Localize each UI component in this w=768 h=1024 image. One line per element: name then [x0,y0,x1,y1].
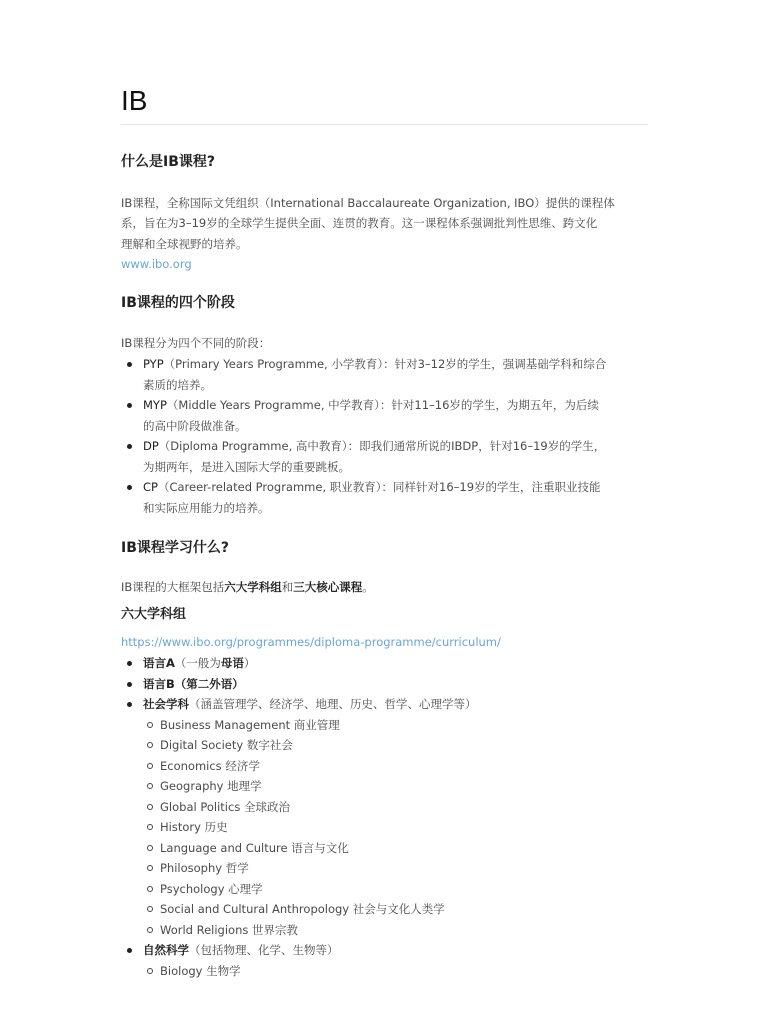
group-name: 社会学科 [143,697,189,711]
six-groups-term: 六大学科组 [224,580,282,594]
sub-list-item: Language and Culture 语言与文化 [143,838,648,859]
stages-list [121,354,648,518]
ibo-website-link[interactable]: www.ibo.org [121,256,192,271]
science-subjects-list [143,961,648,982]
sub-list-item: Philosophy 哲学 [143,858,648,879]
stage-desc-cont: 为期两年，是进入国际大学的重要跳板。 [143,459,350,474]
stage-desc: （Primary Years Programme, 小学教育）：针对3–12岁的学生，强调基础学科和综合 [163,357,607,371]
curriculum-link[interactable]: https://www.ibo.org/programmes/diploma-programme/curriculum/ [121,635,501,649]
group-note: （包括物理、化学、生物等） [189,943,339,957]
stage-desc: （Diploma Programme, 高中教育）：即我们通常所说的IBDP，针对16–19岁的学生， [158,439,606,453]
sub-list-item: World Religions 世界宗教 [143,920,648,941]
list-item [121,940,648,981]
page-title: IB [121,85,148,116]
stage-code: DP [143,439,159,453]
list-item [121,436,648,477]
sub-list-item: Global Politics 全球政治 [143,797,648,818]
sub-list-item: Geography 地理学 [143,776,648,797]
title-divider [121,124,648,125]
stage-desc-cont: 和实际应用能力的培养。 [143,500,270,515]
list-item [121,395,648,436]
sub-list-item: Business Management 商业管理 [143,715,648,736]
sub-list-item: History 历史 [143,817,648,838]
stage-code: PYP [143,357,164,371]
list-item [121,477,648,518]
list-item [121,354,648,395]
subject-groups-list [121,653,648,981]
social-subjects-list [143,715,648,941]
stage-desc-cont: 的高中阶段做准备。 [143,418,247,433]
list-item [121,674,648,695]
sub-list-item: Digital Society 数字社会 [143,735,648,756]
stage-desc: （Career-related Programme, 职业教育）：同样针对16–19岁的学生，注重职业技能 [157,480,601,494]
group-note-bold: 母语 [220,656,244,670]
group-note: ） [243,656,256,670]
framework-intro [121,577,648,597]
stages-intro: IB课程分为四个不同的阶段： [121,336,271,350]
group-note: （涵盖管理学、经济学、地理、历史、哲学、心理学等） [189,697,477,711]
paragraph-line: 系，旨在为3–19岁的全球学生提供全面、连贯的教育。这一课程体系强调批判性思维、跨文化 [121,216,598,231]
list-item [121,694,648,940]
group-name: 自然科学 [143,943,189,957]
group-name: 语言A [143,656,175,670]
section-heading-what-to-learn: IB课程学习什么? [121,540,230,556]
intro-text: 。 [362,580,374,594]
three-core-term: 三大核心课程 [293,580,363,594]
curriculum-link-line [121,632,648,652]
section-heading-four-stages: IB课程的四个阶段 [121,295,235,311]
stage-desc-cont: 素质的培养。 [143,377,212,392]
section-heading-what-is-ib: 什么是IB课程? [121,154,216,170]
sub-list-item: Psychology 心理学 [143,879,648,900]
paragraph-line: IB课程，全称国际文凭组织（International Baccalaureate Organization, IBO）提供的课程体 [121,196,615,210]
stage-code: CP [143,480,158,494]
group-note: （一般为 [174,656,221,670]
stage-code: MYP [143,398,167,412]
section-paragraph-intro [121,193,648,274]
sub-list-item: Economics 经济学 [143,756,648,777]
sub-list-item: Biology 生物学 [143,961,648,982]
intro-text: IB课程的大框架包括 [121,580,225,594]
group-name: 语言B（第二外语） [143,676,244,691]
stage-desc: （Middle Years Programme, 中学教育）：针对11–16岁的学生，为期五年，为后续 [166,398,599,412]
intro-text: 和 [281,580,294,594]
subheading-six-groups: 六大学科组 [121,607,187,622]
sub-list-item: Social and Cultural Anthropology 社会与文化人类学 [143,899,648,920]
list-item [121,653,648,674]
paragraph-line: 理解和全球视野的培养。 [121,236,248,251]
